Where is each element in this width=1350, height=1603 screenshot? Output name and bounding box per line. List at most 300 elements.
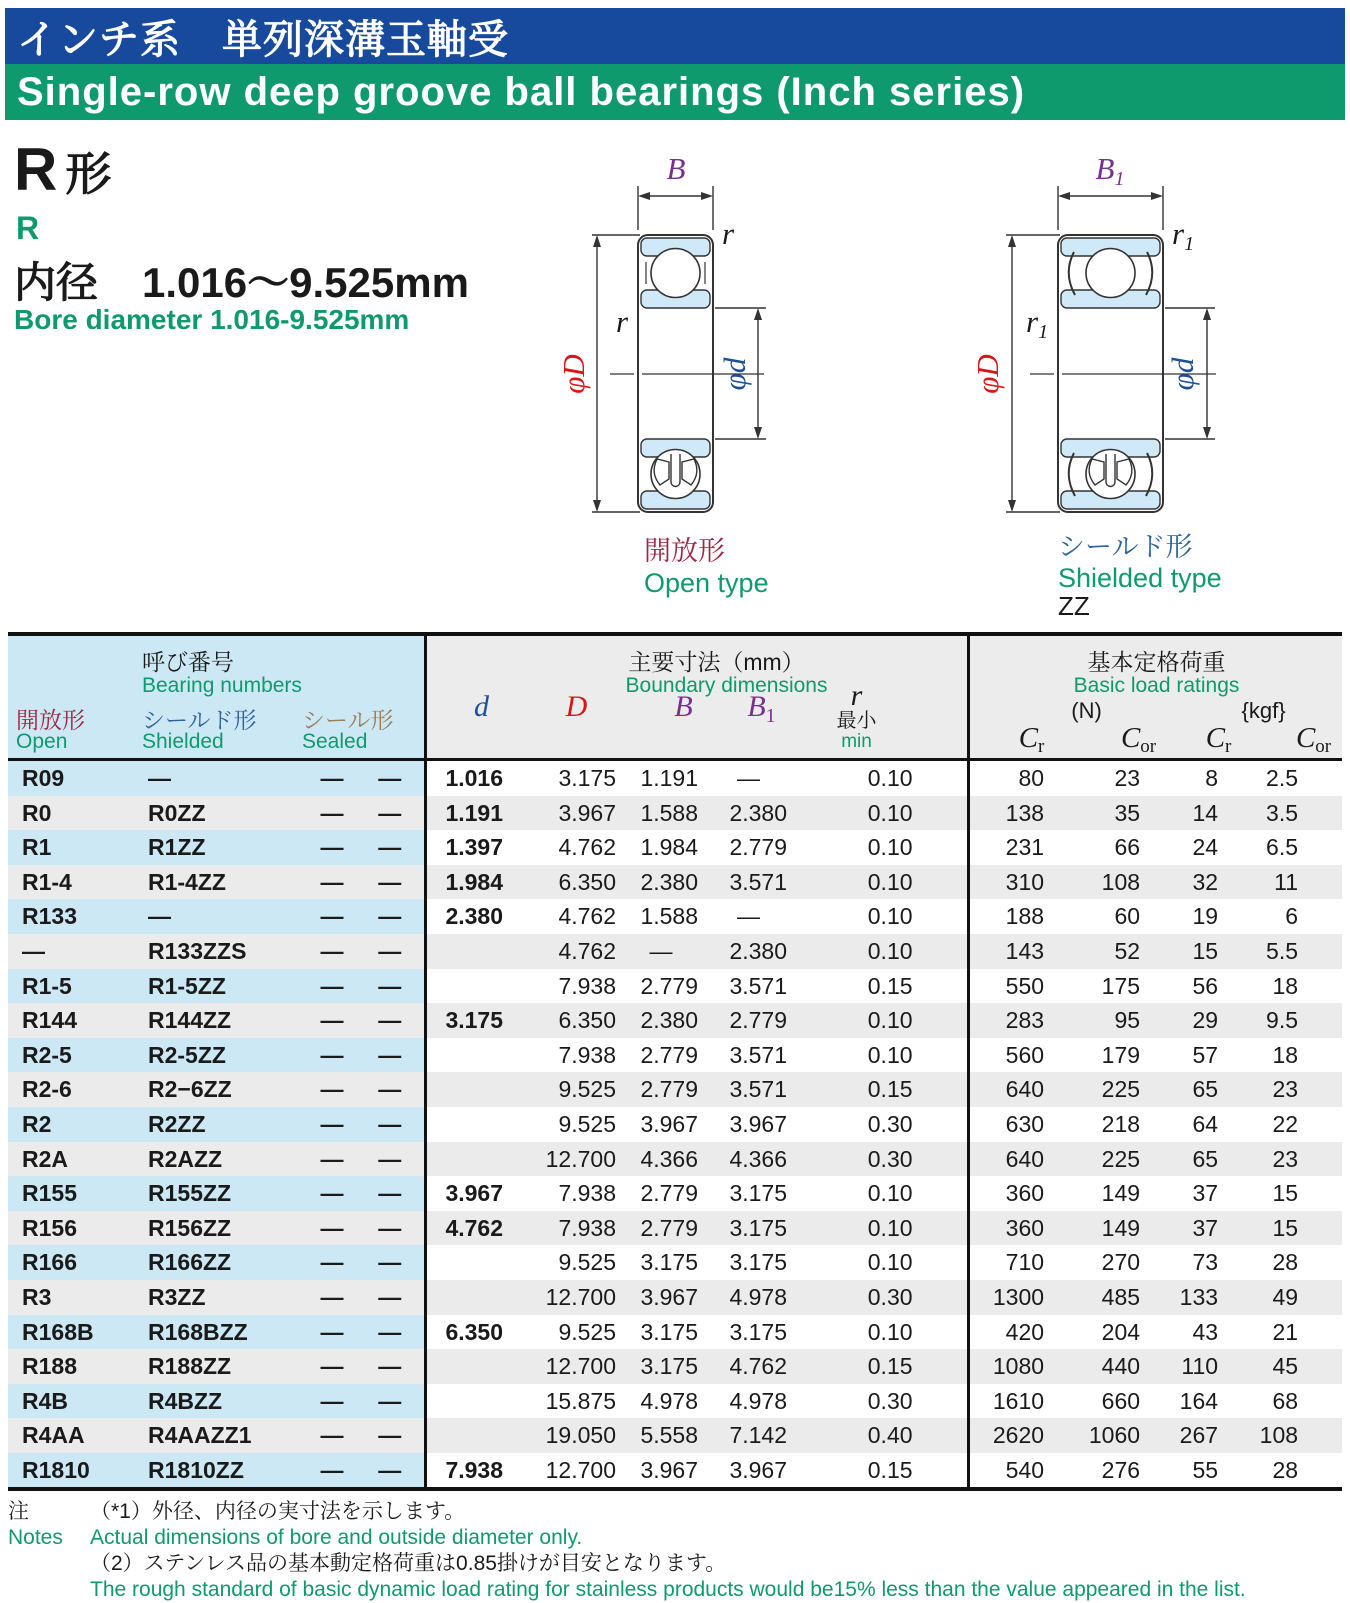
cell-B1: 3.175: [702, 1245, 795, 1280]
cell-d: 1.397: [425, 830, 515, 865]
cell-shielded: R168BZZ: [140, 1315, 308, 1350]
cell-r-min: 0.10: [795, 865, 968, 900]
cell-open: R0: [8, 796, 140, 831]
cell-r-min: 0.15: [795, 1072, 968, 1107]
cell-shielded: —: [140, 760, 308, 796]
title-bar-japanese: [5, 8, 1345, 64]
cell-open: R2-5: [8, 1038, 140, 1073]
cell-open: R4B: [8, 1384, 140, 1419]
header-bearing-numbers: [8, 634, 425, 760]
table-row: [8, 865, 1342, 900]
bore-diameter-line-jp: [14, 250, 469, 310]
cell-B: 2.779: [620, 1176, 702, 1211]
cell-cr-n: 1610: [968, 1384, 1056, 1419]
cell-sealed-1: —: [308, 1038, 356, 1073]
cell-cr-kgf: 133: [1150, 1280, 1228, 1315]
shielded-type-diagram: [950, 152, 1350, 622]
cell-cor-n: 35: [1056, 796, 1150, 831]
cell-r-min: 0.30: [795, 1280, 968, 1315]
cell-cor-n: 1060: [1056, 1418, 1150, 1453]
cell-sealed-2: —: [356, 1453, 425, 1490]
cell-cor-n: 149: [1056, 1211, 1150, 1246]
unit-kgf: {kgf}: [1241, 698, 1286, 723]
cell-cr-kgf: 65: [1150, 1072, 1228, 1107]
cell-sealed-1: —: [308, 899, 356, 934]
cell-B: 4.366: [620, 1142, 702, 1177]
cell-r-min: 0.15: [795, 969, 968, 1004]
cell-sealed-1: —: [308, 1142, 356, 1177]
cell-r-min: 0.10: [795, 1245, 968, 1280]
dim-r1-top-label: r1: [1172, 216, 1195, 255]
cell-cor-n: 149: [1056, 1176, 1150, 1211]
cell-B1: 3.175: [702, 1176, 795, 1211]
cell-B1: 7.142: [702, 1418, 795, 1453]
col-shielded-jp: シールド形: [142, 707, 257, 733]
cell-r-min: 0.10: [795, 1038, 968, 1073]
cell-B: 3.967: [620, 1453, 702, 1490]
cell-B1: 3.571: [702, 969, 795, 1004]
cell-sealed-1: —: [308, 796, 356, 831]
cell-cor-n: 440: [1056, 1349, 1150, 1384]
col-d: d: [474, 690, 489, 723]
cell-open: R09: [8, 760, 140, 796]
unit-newton: (N): [1071, 698, 1102, 723]
table-body: [8, 760, 1342, 1490]
cell-cor-n: 270: [1056, 1245, 1150, 1280]
cell-sealed-1: —: [308, 1418, 356, 1453]
cell-sealed-2: —: [356, 1072, 425, 1107]
cell-B1: 2.779: [702, 830, 795, 865]
cell-shielded: R188ZZ: [140, 1349, 308, 1384]
bore-diameter-line-en: Bore diameter 1.016-9.525mm: [14, 304, 410, 335]
cell-sealed-2: —: [356, 1038, 425, 1073]
col-cor-n: $C_{or}$: [1120, 722, 1157, 757]
cell-B: 2.380: [620, 1003, 702, 1038]
col-cor-kgf: $C_{or}$: [1295, 722, 1332, 757]
cell-cr-n: 360: [968, 1211, 1056, 1246]
cell-cr-kgf: 24: [1150, 830, 1228, 865]
cell-r-min: 0.30: [795, 1142, 968, 1177]
cell-open: R166: [8, 1245, 140, 1280]
cell-D: 7.938: [515, 1211, 620, 1246]
table-row: [8, 760, 1342, 796]
cell-D: 9.525: [515, 1245, 620, 1280]
cell-sealed-1: —: [308, 969, 356, 1004]
cell-shielded: R166ZZ: [140, 1245, 308, 1280]
cell-shielded: R4AAZZ1: [140, 1418, 308, 1453]
cell-cor-kgf: 23: [1228, 1072, 1342, 1107]
cell-open: R1-4: [8, 865, 140, 900]
notes-label-en: Notes: [8, 1526, 63, 1550]
cell-sealed-1: —: [308, 1176, 356, 1211]
cell-r-min: 0.10: [795, 830, 968, 865]
cell-cr-n: 710: [968, 1245, 1056, 1280]
cell-cor-n: 23: [1056, 760, 1150, 796]
cell-B1: 2.779: [702, 1003, 795, 1038]
cell-r-min: 0.10: [795, 899, 968, 934]
cell-sealed-2: —: [356, 1211, 425, 1246]
cell-cr-kgf: 8: [1150, 760, 1228, 796]
cell-cor-kgf: 45: [1228, 1349, 1342, 1384]
cell-D: 7.938: [515, 1038, 620, 1073]
cell-shielded: R1-5ZZ: [140, 969, 308, 1004]
cell-B1: 2.380: [702, 934, 795, 969]
cell-sealed-1: —: [308, 1211, 356, 1246]
cell-D: 12.700: [515, 1349, 620, 1384]
cell-open: R188: [8, 1349, 140, 1384]
cell-open: R1: [8, 830, 140, 865]
table-row: [8, 1003, 1342, 1038]
series-name: [14, 138, 111, 204]
col-shielded-en: Shielded: [142, 730, 224, 753]
table-row: [8, 1142, 1342, 1177]
cell-cr-n: 138: [968, 796, 1056, 831]
cell-sealed-2: —: [356, 760, 425, 796]
cell-d: 6.350: [425, 1315, 515, 1350]
notes-section: [8, 1499, 1342, 1603]
cell-sealed-2: —: [356, 1280, 425, 1315]
cell-B: 3.175: [620, 1349, 702, 1384]
dim-bore-diameter-label: φd: [717, 357, 752, 391]
cell-sealed-2: —: [356, 1107, 425, 1142]
ball-top: [651, 249, 700, 298]
cell-sealed-2: —: [356, 865, 425, 900]
cell-cor-kgf: 49: [1228, 1280, 1342, 1315]
cell-open: R2A: [8, 1142, 140, 1177]
col-cr-kgf: $C_r$: [1205, 722, 1232, 757]
cell-cor-kgf: 28: [1228, 1453, 1342, 1490]
open-type-caption-en: Open type: [644, 568, 769, 598]
cell-D: 19.050: [515, 1418, 620, 1453]
page-title-jp: インチ系 単列深溝玉軸受: [17, 17, 509, 62]
cell-d: [425, 1107, 515, 1142]
dim-outer-diameter-label: φD: [970, 354, 1005, 394]
cell-sealed-1: —: [308, 830, 356, 865]
cell-B1: 4.978: [702, 1384, 795, 1419]
cell-shielded: R144ZZ: [140, 1003, 308, 1038]
cell-B1: 3.571: [702, 865, 795, 900]
table-row: [8, 1038, 1342, 1073]
cell-r-min: 0.10: [795, 1003, 968, 1038]
cell-B: —: [620, 934, 702, 969]
cell-d: 4.762: [425, 1211, 515, 1246]
cell-open: R3: [8, 1280, 140, 1315]
notes-label-jp: 注: [8, 1500, 29, 1524]
cell-cr-n: 1080: [968, 1349, 1056, 1384]
cell-shielded: —: [140, 899, 308, 934]
cell-sealed-1: —: [308, 1349, 356, 1384]
cell-cr-n: 640: [968, 1142, 1056, 1177]
dim-r-side-label: r: [616, 304, 629, 339]
col-B1: $B_1$: [747, 690, 776, 727]
cell-d: [425, 1038, 515, 1073]
cell-sealed-1: —: [308, 934, 356, 969]
cell-cr-kgf: 43: [1150, 1315, 1228, 1350]
cell-D: 3.175: [515, 760, 620, 796]
cell-B1: 3.571: [702, 1072, 795, 1107]
cell-d: 3.967: [425, 1176, 515, 1211]
cell-B1: 4.978: [702, 1280, 795, 1315]
cell-open: —: [8, 934, 140, 969]
cell-cr-n: 310: [968, 865, 1056, 900]
cell-sealed-1: —: [308, 1003, 356, 1038]
cell-sealed-1: —: [308, 865, 356, 900]
cell-shielded: R1-4ZZ: [140, 865, 308, 900]
shielded-type-caption-en: Shielded type: [1058, 563, 1222, 593]
cell-sealed-1: —: [308, 1453, 356, 1490]
table-row: [8, 1384, 1342, 1419]
cell-sealed-2: —: [356, 1176, 425, 1211]
cell-open: R144: [8, 1003, 140, 1038]
col-sealed-en: Sealed: [302, 730, 368, 753]
ball-top: [1086, 249, 1135, 298]
cell-cr-n: 540: [968, 1453, 1056, 1490]
col-B: B: [674, 690, 693, 723]
cell-cor-kgf: 15: [1228, 1176, 1342, 1211]
cell-open: R155: [8, 1176, 140, 1211]
cell-cor-n: 52: [1056, 934, 1150, 969]
cell-cor-kgf: 22: [1228, 1107, 1342, 1142]
table-row: [8, 934, 1342, 969]
cell-cr-n: 1300: [968, 1280, 1056, 1315]
cell-d: 1.984: [425, 865, 515, 900]
cell-cr-n: 360: [968, 1176, 1056, 1211]
cell-cr-kgf: 73: [1150, 1245, 1228, 1280]
cell-sealed-2: —: [356, 796, 425, 831]
cell-sealed-2: —: [356, 899, 425, 934]
cell-D: 3.967: [515, 796, 620, 831]
table-row: [8, 1349, 1342, 1384]
cell-d: [425, 934, 515, 969]
cell-cr-kgf: 15: [1150, 934, 1228, 969]
cell-cr-kgf: 14: [1150, 796, 1228, 831]
cell-cr-kgf: 55: [1150, 1453, 1228, 1490]
cell-shielded: R1ZZ: [140, 830, 308, 865]
cell-cor-n: 204: [1056, 1315, 1150, 1350]
header-bearing-en: Bearing numbers: [142, 674, 302, 697]
cell-r-min: 0.30: [795, 1107, 968, 1142]
cell-r-min: 0.10: [795, 1176, 968, 1211]
cell-cor-kgf: 15: [1228, 1211, 1342, 1246]
cell-sealed-2: —: [356, 1384, 425, 1419]
header-bearing-jp: 呼び番号: [142, 649, 234, 675]
cell-open: R2-6: [8, 1072, 140, 1107]
cell-B1: 3.967: [702, 1107, 795, 1142]
cell-shielded: R156ZZ: [140, 1211, 308, 1246]
cell-sealed-1: —: [308, 1072, 356, 1107]
cell-d: 3.175: [425, 1003, 515, 1038]
cell-cor-n: 660: [1056, 1384, 1150, 1419]
cell-sealed-1: —: [308, 1280, 356, 1315]
cell-cr-n: 420: [968, 1315, 1056, 1350]
cell-B: 3.967: [620, 1107, 702, 1142]
cell-r-min: 0.10: [795, 1211, 968, 1246]
cell-d: [425, 1418, 515, 1453]
cell-cr-n: 560: [968, 1038, 1056, 1073]
cell-r-min: 0.40: [795, 1418, 968, 1453]
cell-shielded: R0ZZ: [140, 796, 308, 831]
cell-open: R156: [8, 1211, 140, 1246]
bearing-table: [8, 632, 1342, 1491]
cell-sealed-2: —: [356, 1142, 425, 1177]
note-en-2: The rough standard of basic dynamic load rating for stainless products would be15% less than the value appeared in the list.: [90, 1578, 1246, 1602]
cell-shielded: R3ZZ: [140, 1280, 308, 1315]
cell-sealed-1: —: [308, 1245, 356, 1280]
cell-B: 3.967: [620, 1280, 702, 1315]
cell-B: 2.779: [620, 969, 702, 1004]
cell-sealed-2: —: [356, 1245, 425, 1280]
cell-d: 1.016: [425, 760, 515, 796]
cell-cr-kgf: 164: [1150, 1384, 1228, 1419]
cell-B1: 3.175: [702, 1211, 795, 1246]
cell-shielded: R2-5ZZ: [140, 1038, 308, 1073]
cell-cor-kgf: 23: [1228, 1142, 1342, 1177]
cell-cor-n: 276: [1056, 1453, 1150, 1490]
cell-D: 4.762: [515, 899, 620, 934]
cell-cor-n: 108: [1056, 865, 1150, 900]
cell-open: R2: [8, 1107, 140, 1142]
header-dims-en: Boundary dimensions: [625, 674, 828, 697]
cell-cor-kgf: 21: [1228, 1315, 1342, 1350]
cell-D: 7.938: [515, 1176, 620, 1211]
bore-range: 1.016〜9.525mm: [142, 259, 469, 306]
cell-open: R1810: [8, 1453, 140, 1490]
series-code-en: R: [16, 210, 40, 246]
cell-B: 2.779: [620, 1072, 702, 1107]
table-row: [8, 1107, 1342, 1142]
cell-cr-n: 143: [968, 934, 1056, 969]
cell-D: 9.525: [515, 1107, 620, 1142]
cell-D: 9.525: [515, 1072, 620, 1107]
cell-cor-kgf: 2.5: [1228, 760, 1342, 796]
cell-open: R168B: [8, 1315, 140, 1350]
cell-cor-n: 179: [1056, 1038, 1150, 1073]
cell-B: 2.380: [620, 865, 702, 900]
table-row: [8, 1418, 1342, 1453]
cell-D: 12.700: [515, 1280, 620, 1315]
cell-cor-kgf: 108: [1228, 1418, 1342, 1453]
cell-D: 6.350: [515, 865, 620, 900]
cell-shielded: R4BZZ: [140, 1384, 308, 1419]
cell-cr-kgf: 56: [1150, 969, 1228, 1004]
cell-cr-n: 283: [968, 1003, 1056, 1038]
cell-B1: 2.380: [702, 796, 795, 831]
dim-bore-diameter-label: φd: [1165, 357, 1200, 391]
cell-cor-n: 66: [1056, 830, 1150, 865]
bore-label-jp: 内径: [14, 259, 99, 306]
series-letter: R: [14, 136, 58, 203]
cell-r-min: 0.10: [795, 1315, 968, 1350]
cell-B: 2.779: [620, 1211, 702, 1246]
table-row: [8, 969, 1342, 1004]
dim-r1-side-label: r1: [1026, 304, 1049, 343]
table-row: [8, 1176, 1342, 1211]
cell-cr-n: 550: [968, 969, 1056, 1004]
cell-cor-n: 218: [1056, 1107, 1150, 1142]
cell-B1: 3.571: [702, 1038, 795, 1073]
cell-r-min: 0.30: [795, 1384, 968, 1419]
shielded-type-caption-jp: シールド形: [1058, 532, 1193, 562]
table-row: [8, 1315, 1342, 1350]
cell-B: 1.588: [620, 796, 702, 831]
cell-cor-kgf: 9.5: [1228, 1003, 1342, 1038]
open-type-caption-jp: 開放形: [644, 536, 725, 566]
cell-r-min: 0.10: [795, 934, 968, 969]
series-section: [0, 120, 1350, 630]
cell-sealed-2: —: [356, 1349, 425, 1384]
col-sealed-jp: シール形: [302, 707, 394, 733]
cell-D: 7.938: [515, 969, 620, 1004]
cell-cr-n: 2620: [968, 1418, 1056, 1453]
cell-cor-kgf: 18: [1228, 969, 1342, 1004]
cell-B1: —: [702, 760, 795, 796]
cell-cor-kgf: 5.5: [1228, 934, 1342, 969]
cell-cr-kgf: 32: [1150, 865, 1228, 900]
cell-sealed-1: —: [308, 760, 356, 796]
cell-shielded: R133ZZS: [140, 934, 308, 969]
table-row: [8, 796, 1342, 831]
cell-d: [425, 1072, 515, 1107]
cell-cor-kgf: 6.5: [1228, 830, 1342, 865]
header-ratings-jp: 基本定格荷重: [1087, 649, 1226, 675]
cell-open: R4AA: [8, 1418, 140, 1453]
cell-D: 12.700: [515, 1142, 620, 1177]
cell-sealed-2: —: [356, 830, 425, 865]
col-open-en: Open: [16, 730, 68, 753]
cell-shielded: R155ZZ: [140, 1176, 308, 1211]
cell-shielded: R2−6ZZ: [140, 1072, 308, 1107]
header-dims-jp: 主要寸法（mm）: [628, 649, 805, 675]
cell-cr-kgf: 267: [1150, 1418, 1228, 1453]
cell-B: 1.984: [620, 830, 702, 865]
cell-B1: 4.762: [702, 1349, 795, 1384]
cell-d: [425, 969, 515, 1004]
cell-B1: 4.366: [702, 1142, 795, 1177]
cell-cor-kgf: 18: [1228, 1038, 1342, 1073]
cell-d: [425, 1142, 515, 1177]
cell-cr-kgf: 65: [1150, 1142, 1228, 1177]
cell-cor-kgf: 28: [1228, 1245, 1342, 1280]
cell-cr-kgf: 64: [1150, 1107, 1228, 1142]
cell-cor-n: 485: [1056, 1280, 1150, 1315]
table-row: [8, 1245, 1342, 1280]
cell-B: 3.175: [620, 1245, 702, 1280]
cell-cr-n: 188: [968, 899, 1056, 934]
cell-D: 6.350: [515, 1003, 620, 1038]
cell-d: 1.191: [425, 796, 515, 831]
cell-d: [425, 1384, 515, 1419]
cell-sealed-1: —: [308, 1315, 356, 1350]
cell-cr-n: 80: [968, 760, 1056, 796]
note-en-1: Actual dimensions of bore and outside diameter only.: [90, 1526, 583, 1550]
table-row: [8, 830, 1342, 865]
header-boundary-dimensions: [425, 634, 968, 760]
col-r-min: r 最小 min: [836, 679, 877, 752]
dim-r-top-label: r: [722, 216, 735, 251]
page-title-en: Single-row deep groove ball bearings (Inch series): [17, 69, 1026, 114]
title-bar-english: [5, 64, 1345, 120]
cell-B1: 3.967: [702, 1453, 795, 1490]
dim-width-label: B1: [1095, 152, 1125, 190]
col-cr-n: $C_r$: [1018, 722, 1045, 757]
cell-cor-kgf: 11: [1228, 865, 1342, 900]
table-row: [8, 1280, 1342, 1315]
cell-sealed-2: —: [356, 1418, 425, 1453]
cell-cor-n: 60: [1056, 899, 1150, 934]
cell-sealed-1: —: [308, 1384, 356, 1419]
cell-D: 15.875: [515, 1384, 620, 1419]
cell-cor-kgf: 6: [1228, 899, 1342, 934]
